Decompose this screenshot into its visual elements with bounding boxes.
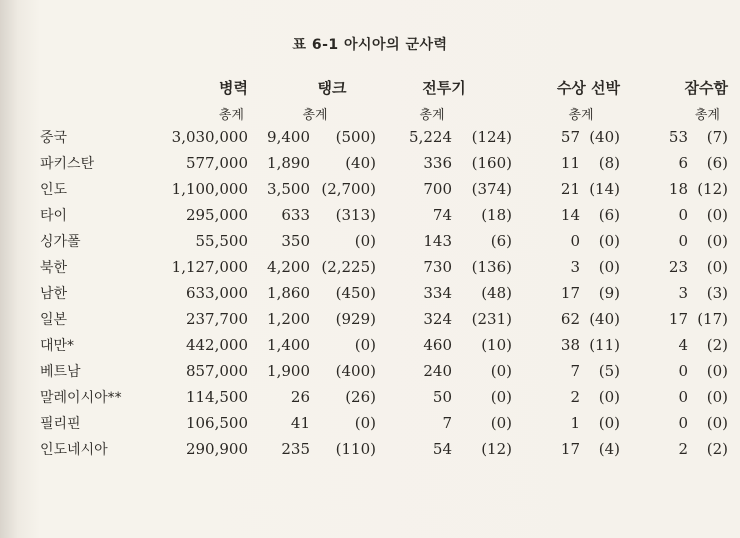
ships-cell: 21 (560, 180, 580, 198)
tanks-cell: 41 (290, 414, 310, 432)
troops-cell: 295,000 (185, 206, 248, 224)
troops-cell: 442,000 (185, 336, 248, 354)
subs-cell: 3 (678, 284, 688, 302)
subs-paren-cell: (0) (706, 258, 728, 276)
troops-cell: 857,000 (185, 362, 248, 380)
ships-cell: 7 (570, 362, 580, 380)
tanks-cell: 1,900 (267, 362, 310, 380)
tanks-paren-cell: (0) (354, 232, 376, 250)
fighters-cell: 5,224 (409, 128, 452, 146)
country-cell: 베트남 (40, 364, 81, 380)
country-cell: 대만* (40, 338, 75, 354)
military-table (40, 72, 728, 462)
subheader-ships: 총계 (568, 107, 594, 123)
header-country (40, 72, 158, 102)
tanks-cell: 1,890 (267, 154, 310, 172)
subs-cell: 0 (678, 362, 688, 380)
fighters-cell: 143 (423, 232, 452, 250)
subs-cell: 18 (668, 180, 688, 198)
ships-paren-cell: (5) (598, 362, 620, 380)
subs-cell: 4 (678, 336, 688, 354)
subs-paren-cell: (2) (706, 336, 728, 354)
fighters-paren-cell: (12) (481, 440, 512, 458)
troops-cell: 1,127,000 (171, 258, 248, 276)
ships-paren-cell: (9) (598, 284, 620, 302)
ships-paren-cell: (4) (598, 440, 620, 458)
tanks-paren-cell: (40) (345, 154, 376, 172)
subs-cell: 0 (678, 388, 688, 406)
troops-cell: 237,700 (185, 310, 248, 328)
tanks-paren-cell: (2,225) (321, 258, 376, 276)
subheader-row (40, 102, 728, 124)
tanks-cell: 350 (281, 232, 310, 250)
ships-cell: 62 (560, 310, 580, 328)
table-row (40, 280, 728, 306)
troops-cell: 106,500 (185, 414, 248, 432)
ships-cell: 3 (570, 258, 580, 276)
tanks-paren-cell: (313) (335, 206, 376, 224)
subs-cell: 0 (678, 232, 688, 250)
subs-paren-cell: (0) (706, 362, 728, 380)
subheader-subs: 총계 (694, 107, 720, 123)
tanks-cell: 235 (281, 440, 310, 458)
country-cell: 필리핀 (40, 416, 81, 432)
subs-paren-cell: (6) (706, 154, 728, 172)
tanks-paren-cell: (0) (354, 336, 376, 354)
table-row (40, 150, 728, 176)
subs-paren-cell: (0) (706, 414, 728, 432)
table-row (40, 436, 728, 462)
troops-cell: 633,000 (185, 284, 248, 302)
tanks-cell: 1,200 (267, 310, 310, 328)
fighters-paren-cell: (374) (471, 180, 512, 198)
ships-cell: 1 (570, 414, 580, 432)
troops-cell: 3,030,000 (171, 128, 248, 146)
country-cell: 남한 (40, 286, 68, 302)
country-cell: 인도 (40, 182, 68, 198)
fighters-paren-cell: (0) (490, 414, 512, 432)
subs-paren-cell: (0) (706, 206, 728, 224)
ships-cell: 17 (560, 440, 580, 458)
ships-paren-cell: (8) (598, 154, 620, 172)
subs-paren-cell: (12) (697, 180, 728, 198)
ships-cell: 57 (560, 128, 580, 146)
fighters-paren-cell: (6) (490, 232, 512, 250)
subheader-fighters: 총계 (419, 107, 445, 123)
table-row (40, 358, 728, 384)
troops-cell: 55,500 (195, 232, 248, 250)
ships-paren-cell: (0) (598, 388, 620, 406)
subheader-tanks: 총계 (302, 107, 328, 123)
fighters-cell: 50 (432, 388, 452, 406)
tanks-cell: 9,400 (267, 128, 310, 146)
tanks-paren-cell: (400) (335, 362, 376, 380)
tanks-cell: 26 (290, 388, 310, 406)
table-row (40, 254, 728, 280)
fighters-paren-cell: (48) (481, 284, 512, 302)
troops-cell: 290,900 (185, 440, 248, 458)
header-fighters: 전투기 (422, 78, 466, 97)
country-cell: 말레이시아** (40, 390, 122, 406)
tanks-paren-cell: (26) (345, 388, 376, 406)
subs-paren-cell: (2) (706, 440, 728, 458)
table-row (40, 176, 728, 202)
country-cell: 인도네시아 (40, 442, 108, 458)
fighters-cell: 240 (423, 362, 452, 380)
ships-cell: 11 (560, 154, 580, 172)
table-row (40, 124, 728, 150)
troops-cell: 1,100,000 (171, 180, 248, 198)
subs-cell: 0 (678, 414, 688, 432)
table-row (40, 410, 728, 436)
table-row (40, 384, 728, 410)
fighters-cell: 730 (423, 258, 452, 276)
country-cell: 파키스탄 (40, 156, 95, 172)
country-cell: 북한 (40, 260, 68, 276)
header-tanks: 탱크 (317, 78, 347, 97)
country-cell: 중국 (40, 130, 68, 146)
fighters-cell: 74 (432, 206, 452, 224)
troops-cell: 577,000 (185, 154, 248, 172)
ships-cell: 0 (570, 232, 580, 250)
fighters-cell: 54 (432, 440, 452, 458)
troops-cell: 114,500 (185, 388, 248, 406)
country-cell: 타이 (40, 208, 68, 224)
fighters-cell: 700 (423, 180, 452, 198)
ships-cell: 17 (560, 284, 580, 302)
tanks-paren-cell: (450) (335, 284, 376, 302)
tanks-cell: 633 (281, 206, 310, 224)
table-row (40, 228, 728, 254)
ships-paren-cell: (0) (598, 232, 620, 250)
tanks-paren-cell: (110) (335, 440, 376, 458)
country-cell: 싱가폴 (40, 234, 81, 250)
tanks-paren-cell: (2,700) (321, 180, 376, 198)
ships-paren-cell: (40) (589, 310, 620, 328)
tanks-cell: 1,860 (267, 284, 310, 302)
tanks-paren-cell: (929) (335, 310, 376, 328)
header-troops: 병력 (219, 78, 248, 97)
header-ships: 수상 선박 (556, 78, 620, 97)
fighters-cell: 336 (423, 154, 452, 172)
ships-paren-cell: (0) (598, 414, 620, 432)
ships-paren-cell: (14) (589, 180, 620, 198)
ships-cell: 2 (570, 388, 580, 406)
ships-paren-cell: (11) (589, 336, 620, 354)
subs-cell: 23 (668, 258, 688, 276)
fighters-paren-cell: (10) (481, 336, 512, 354)
fighters-paren-cell: (136) (471, 258, 512, 276)
header-subs: 잠수함 (684, 78, 728, 97)
subs-paren-cell: (3) (706, 284, 728, 302)
fighters-cell: 460 (423, 336, 452, 354)
subs-cell: 2 (678, 440, 688, 458)
table-row (40, 332, 728, 358)
country-cell: 일본 (40, 312, 68, 328)
ships-cell: 14 (560, 206, 580, 224)
subs-cell: 0 (678, 206, 688, 224)
fighters-cell: 7 (442, 414, 452, 432)
tanks-paren-cell: (0) (354, 414, 376, 432)
subs-paren-cell: (7) (706, 128, 728, 146)
subheader-troops: 총계 (218, 107, 244, 123)
header-row (40, 72, 728, 102)
subs-paren-cell: (0) (706, 388, 728, 406)
fighters-paren-cell: (231) (471, 310, 512, 328)
table-title: 표 6-1 아시아의 군사력 (292, 37, 448, 53)
fighters-paren-cell: (0) (490, 362, 512, 380)
table-row (40, 202, 728, 228)
subs-cell: 6 (678, 154, 688, 172)
fighters-paren-cell: (124) (471, 128, 512, 146)
subs-cell: 17 (668, 310, 688, 328)
tanks-paren-cell: (500) (335, 128, 376, 146)
ships-paren-cell: (0) (598, 258, 620, 276)
tanks-cell: 3,500 (267, 180, 310, 198)
tanks-cell: 1,400 (267, 336, 310, 354)
fighters-paren-cell: (18) (481, 206, 512, 224)
subs-cell: 53 (668, 128, 688, 146)
ships-paren-cell: (40) (589, 128, 620, 146)
fighters-cell: 334 (423, 284, 452, 302)
tanks-cell: 4,200 (267, 258, 310, 276)
fighters-paren-cell: (0) (490, 388, 512, 406)
ships-paren-cell: (6) (598, 206, 620, 224)
ships-cell: 38 (560, 336, 580, 354)
table-row (40, 306, 728, 332)
subs-paren-cell: (17) (697, 310, 728, 328)
fighters-paren-cell: (160) (471, 154, 512, 172)
subs-paren-cell: (0) (706, 232, 728, 250)
fighters-cell: 324 (423, 310, 452, 328)
